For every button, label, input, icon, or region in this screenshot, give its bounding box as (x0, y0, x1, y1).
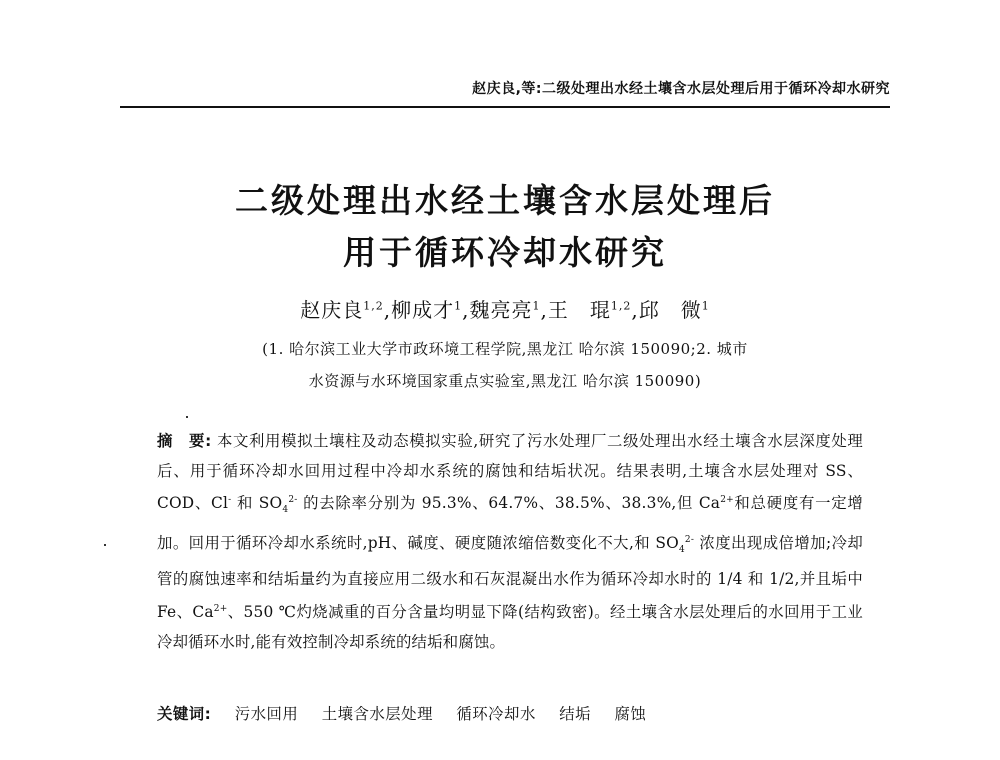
author-name: 王 琨 (547, 298, 611, 322)
abstract-text: 的去除率分别为 95.3%、64.7%、38.5%、38.3%,但 Ca (297, 494, 721, 513)
keywords-label: 关键词: (157, 705, 212, 723)
author-affil-mark: 1 (701, 299, 710, 313)
scan-speck (104, 544, 106, 546)
abstract-text: 和总硬度有一定增加。回用于循环冷却水系统时,pH、碱度、硬度随浓缩倍数变化不大,和 SO (157, 494, 863, 552)
author-list: 赵庆良$^{1,2}$,柳成才$^1$,魏亮亮$^1$,王 琨$^{1,2}$,邱 微$^1$ (300, 298, 710, 322)
keyword: 土壤含水层处理 (321, 705, 433, 723)
abstract-text: 本文利用模拟土壤柱及动态模拟实验,研究了污水处理厂二级处理出水经土壤含水层深度处理后、用于循环冷却水回用过程中冷却水系统的腐蚀和结垢状况。结果表明,土壤含水层处理对 SS、COD、Cl (157, 432, 864, 513)
abstract-superscript: 2- (288, 495, 298, 505)
abstract-label: 摘 要: (157, 432, 212, 450)
keywords (157, 702, 863, 724)
abstract-superscript: 2+ (213, 603, 228, 614)
keyword: 腐蚀 (614, 705, 647, 723)
author-affil-mark: 1,2 (363, 299, 384, 313)
abstract-superscript: - (228, 495, 232, 505)
abstract-text: 和 SO (231, 494, 283, 513)
author-name: 赵庆良 (300, 298, 364, 322)
abstract-text: 浓度出现成倍增加;冷却管的腐蚀速率和结垢量约为直接应用二级水和石灰混凝出水作为循环冷却水时的 1/4 和 1/2,并且垢中 Fe、Ca (157, 533, 864, 622)
affiliation-line-1: (1. 哈尔滨工业大学市政环境工程学院,黑龙江 哈尔滨 150090;2. 城市 (262, 340, 748, 358)
abstract-subscript: 4 (282, 505, 289, 516)
abstract-subscript: 4 (678, 544, 685, 555)
author-affil-mark: 1,2 (610, 299, 632, 313)
abstract-text: 、550 ℃灼烧减重的百分含量均明显下降(结构致密)。经土壤含水层处理后的水回用于工业冷却循环水时,能有效控制冷却系统的结垢和腐蚀。 (157, 603, 863, 651)
author-name: 邱 微 (638, 298, 702, 322)
author-affil-mark: 1 (532, 299, 541, 313)
abstract-superscript: 2- (684, 534, 695, 545)
header-rule (120, 106, 890, 108)
scan-speck (186, 416, 188, 418)
keyword: 污水回用 (234, 705, 299, 723)
paper-title-line-1: 二级处理出水经土壤含水层处理后 (235, 181, 775, 220)
author-affil-mark: 1 (454, 299, 463, 313)
running-head: 赵庆良,等:二级处理出水经土壤含水层处理后用于循环冷却水研究 (472, 81, 890, 97)
author-name: 柳成才 (391, 298, 455, 322)
author-name: 魏亮亮 (469, 298, 533, 322)
affiliation-line-2: 水资源与水环境国家重点实验室,黑龙江 哈尔滨 150090) (308, 372, 702, 390)
abstract (157, 427, 863, 657)
keyword: 结垢 (559, 705, 592, 723)
abstract-superscript: 2+ (720, 495, 734, 505)
keyword: 循环冷却水 (456, 705, 536, 723)
paper-title-line-2: 用于循环冷却水研究 (343, 233, 667, 272)
